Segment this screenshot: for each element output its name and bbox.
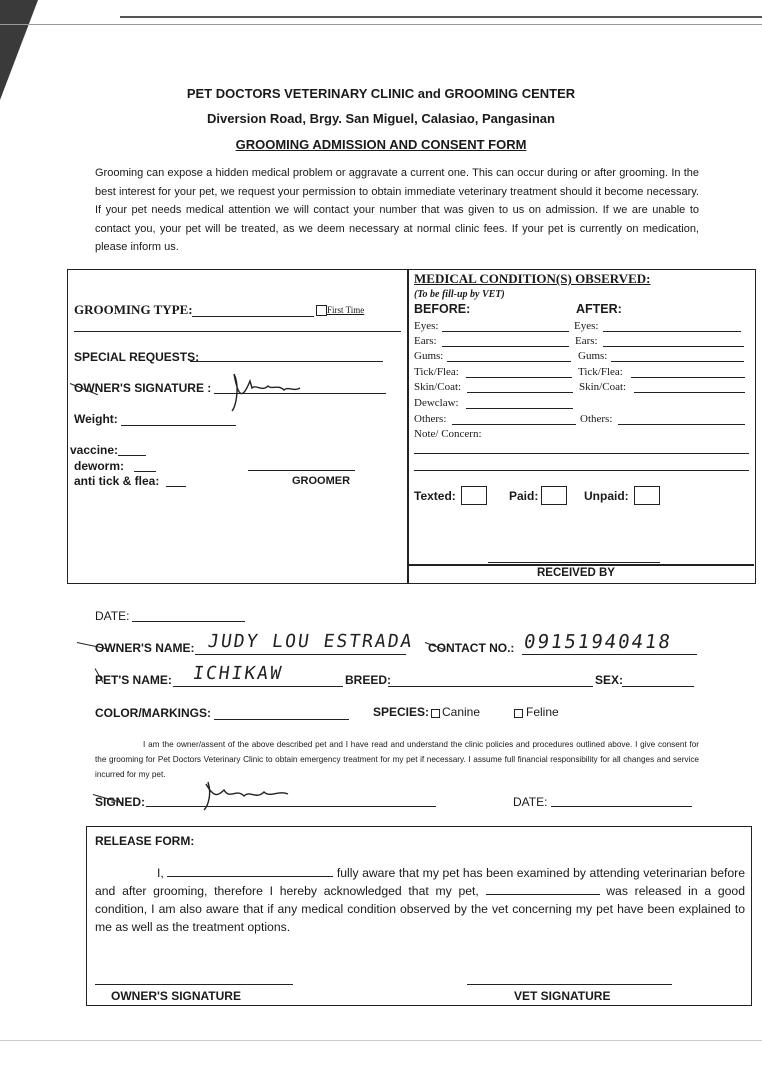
vaccine-field[interactable] (118, 455, 146, 456)
owner-name-label: OWNER'S NAME: (95, 641, 195, 655)
after-eyes-field[interactable] (603, 331, 741, 332)
medical-title: MEDICAL CONDITION(S) OBSERVED: (414, 271, 651, 286)
after-tickflea-field[interactable] (631, 377, 745, 378)
intro-paragraph: Grooming can expose a hidden medical problem or aggravate a current one. This can occur during or after grooming. In the best interest for your pet, we request your permission to obtain immediate veterinary treatment should it become necessary. If your pet needs medical attention we will contact your number that was given to us on admission. If we are unable to contact you, your pet will be treated, as we deem necessary at normal clinic fees. If your pet is currently on medication, please inform us. (95, 167, 699, 253)
unpaid-checkbox[interactable] (634, 486, 660, 505)
release-title: RELEASE FORM: (95, 834, 195, 848)
after-gums-field[interactable] (611, 361, 744, 362)
before-others-label: Others: (414, 413, 447, 425)
grooming-type-label: GROOMING TYPE: (74, 302, 193, 317)
before-dewclaw-field[interactable] (466, 408, 573, 409)
clinic-address: Diversion Road, Brgy. San Miguel, Calasiao, Pangasinan (207, 111, 555, 126)
texted-checkbox[interactable] (461, 486, 487, 505)
grooming-type-field[interactable] (192, 316, 314, 317)
before-dewclaw-label: Dewclaw: (414, 397, 459, 409)
received-by-label: RECEIVED BY (537, 567, 615, 579)
before-header: BEFORE: (414, 302, 471, 316)
contact-value: 09151940418 (522, 631, 674, 653)
release-owner-field[interactable] (167, 866, 333, 877)
pet-name-field[interactable] (173, 686, 343, 687)
note-line-1[interactable] (414, 453, 749, 454)
scan-edge-line (120, 16, 762, 18)
after-skincoat-field[interactable] (634, 392, 745, 393)
breed-label: BREED: (345, 673, 392, 687)
pet-name-label: PET'S NAME: (95, 673, 172, 687)
before-gums-label: Gums: (414, 350, 444, 362)
date2-field[interactable] (551, 806, 692, 807)
vet-sig-label: VET SIGNATURE (514, 989, 611, 1003)
after-eyes-label: Eyes: (574, 320, 599, 332)
received-by-line[interactable] (488, 562, 660, 563)
before-tickflea-label: Tick/Flea: (414, 366, 459, 378)
anti-tick-label: anti tick & flea: (74, 474, 160, 488)
owner-sig-label: OWNER'S SIGNATURE (111, 989, 241, 1003)
owner-signature-scribble (222, 366, 312, 416)
after-skincoat-label: Skin/Coat: (579, 381, 627, 393)
grooming-type-field-2[interactable] (74, 331, 401, 332)
special-requests-label: SPECIAL REQUESTS: (74, 350, 200, 364)
color-markings-field[interactable] (214, 719, 349, 720)
after-header: AFTER: (576, 302, 622, 316)
owner-name-value: JUDY LOU ESTRADA (206, 631, 415, 652)
pet-name-value: ICHIKAW (191, 663, 285, 684)
release-pet-field[interactable] (486, 884, 600, 895)
species-label: SPECIES: (373, 705, 430, 719)
clinic-name: PET DOCTORS VETERINARY CLINIC and GROOMING CENTER (186, 86, 576, 101)
date-field[interactable] (132, 621, 245, 622)
sex-field[interactable] (622, 686, 694, 687)
contact-field[interactable] (522, 654, 697, 655)
vet-sig-line[interactable] (467, 984, 672, 985)
scan-shadow-corner (0, 0, 38, 100)
paid-checkbox[interactable] (541, 486, 567, 505)
note-concern-label: Note/ Concern: (414, 428, 482, 440)
weight-field[interactable] (121, 425, 236, 426)
first-time-label: First Time (327, 305, 365, 315)
received-divider (407, 564, 754, 566)
scan-bottom-edge (0, 1040, 762, 1041)
color-markings-label: COLOR/MARKINGS: (95, 706, 211, 720)
before-skincoat-label: Skin/Coat: (414, 381, 462, 393)
after-others-field[interactable] (618, 424, 745, 425)
before-gums-field[interactable] (447, 361, 571, 362)
release-text-1: fully aware that my pet has been examined by attending veterinarian before and after grooming, therefore I hereby acknowledged that my pet, (95, 866, 746, 898)
vaccine-label: vaccine: (70, 443, 119, 457)
after-others-label: Others: (580, 413, 613, 425)
groomer-signature-line[interactable] (248, 470, 355, 471)
texted-label: Texted: (414, 489, 456, 503)
date-label: DATE: (95, 609, 130, 623)
form-title: GROOMING ADMISSION AND CONSENT FORM (235, 137, 527, 152)
canine-label: Canine (442, 705, 481, 719)
contact-label: CONTACT NO.: (428, 641, 515, 655)
canine-checkbox[interactable] (431, 709, 440, 718)
special-requests-field[interactable] (190, 361, 383, 362)
deworm-field[interactable] (134, 471, 156, 472)
feline-label: Feline (526, 705, 559, 719)
feline-checkbox[interactable] (514, 709, 523, 718)
before-ears-field[interactable] (442, 346, 569, 347)
after-ears-field[interactable] (603, 346, 744, 347)
after-tickflea-label: Tick/Flea: (578, 366, 623, 378)
breed-field[interactable] (388, 686, 593, 687)
owner-signature-label: OWNER'S SIGNATURE : (74, 381, 212, 395)
anti-tick-field[interactable] (166, 486, 186, 487)
first-time-checkbox[interactable] (316, 305, 327, 316)
after-gums-label: Gums: (578, 350, 608, 362)
before-tickflea-field[interactable] (466, 377, 572, 378)
date2-label: DATE: (513, 795, 548, 809)
box-divider (407, 270, 409, 583)
release-text-2: was released in a good condition, I am also aware that if any medical condition observed by the vet concerning my pet have been explained to me as well as the treatment options. (95, 884, 745, 934)
paid-label: Paid: (509, 489, 539, 503)
before-others-field[interactable] (452, 424, 576, 425)
deworm-label: deworm: (74, 459, 125, 473)
signed-label: SIGNED: (95, 795, 146, 809)
owner-name-field[interactable] (195, 654, 406, 655)
owner-sig-line[interactable] (95, 984, 293, 985)
consent-paragraph: I am the owner/assent of the above described pet and I have read and understand the clinic policies and procedures outlined above. I give consent for the grooming for Pet Doctors Veterinary Clinic to obtain emergency treatment for my pet if necessary. I assume full financial responsibility for all changes and service incurred for my pet. (95, 740, 699, 779)
unpaid-label: Unpaid: (584, 489, 629, 503)
sex-label: SEX: (595, 673, 624, 687)
before-skincoat-field[interactable] (467, 392, 573, 393)
note-line-2[interactable] (414, 470, 749, 471)
scan-edge-line-2 (0, 24, 762, 25)
release-paragraph (95, 864, 745, 936)
after-ears-label: Ears: (575, 335, 598, 347)
before-eyes-label: Eyes: (414, 320, 439, 332)
weight-label: Weight: (74, 412, 118, 426)
groomer-label: GROOMER (292, 475, 351, 487)
before-eyes-field[interactable] (442, 331, 569, 332)
signed-scribble (196, 778, 296, 814)
release-prefix: I, (157, 866, 164, 880)
before-ears-label: Ears: (414, 335, 437, 347)
medical-subtitle: (To be fill-up by VET) (414, 289, 505, 300)
